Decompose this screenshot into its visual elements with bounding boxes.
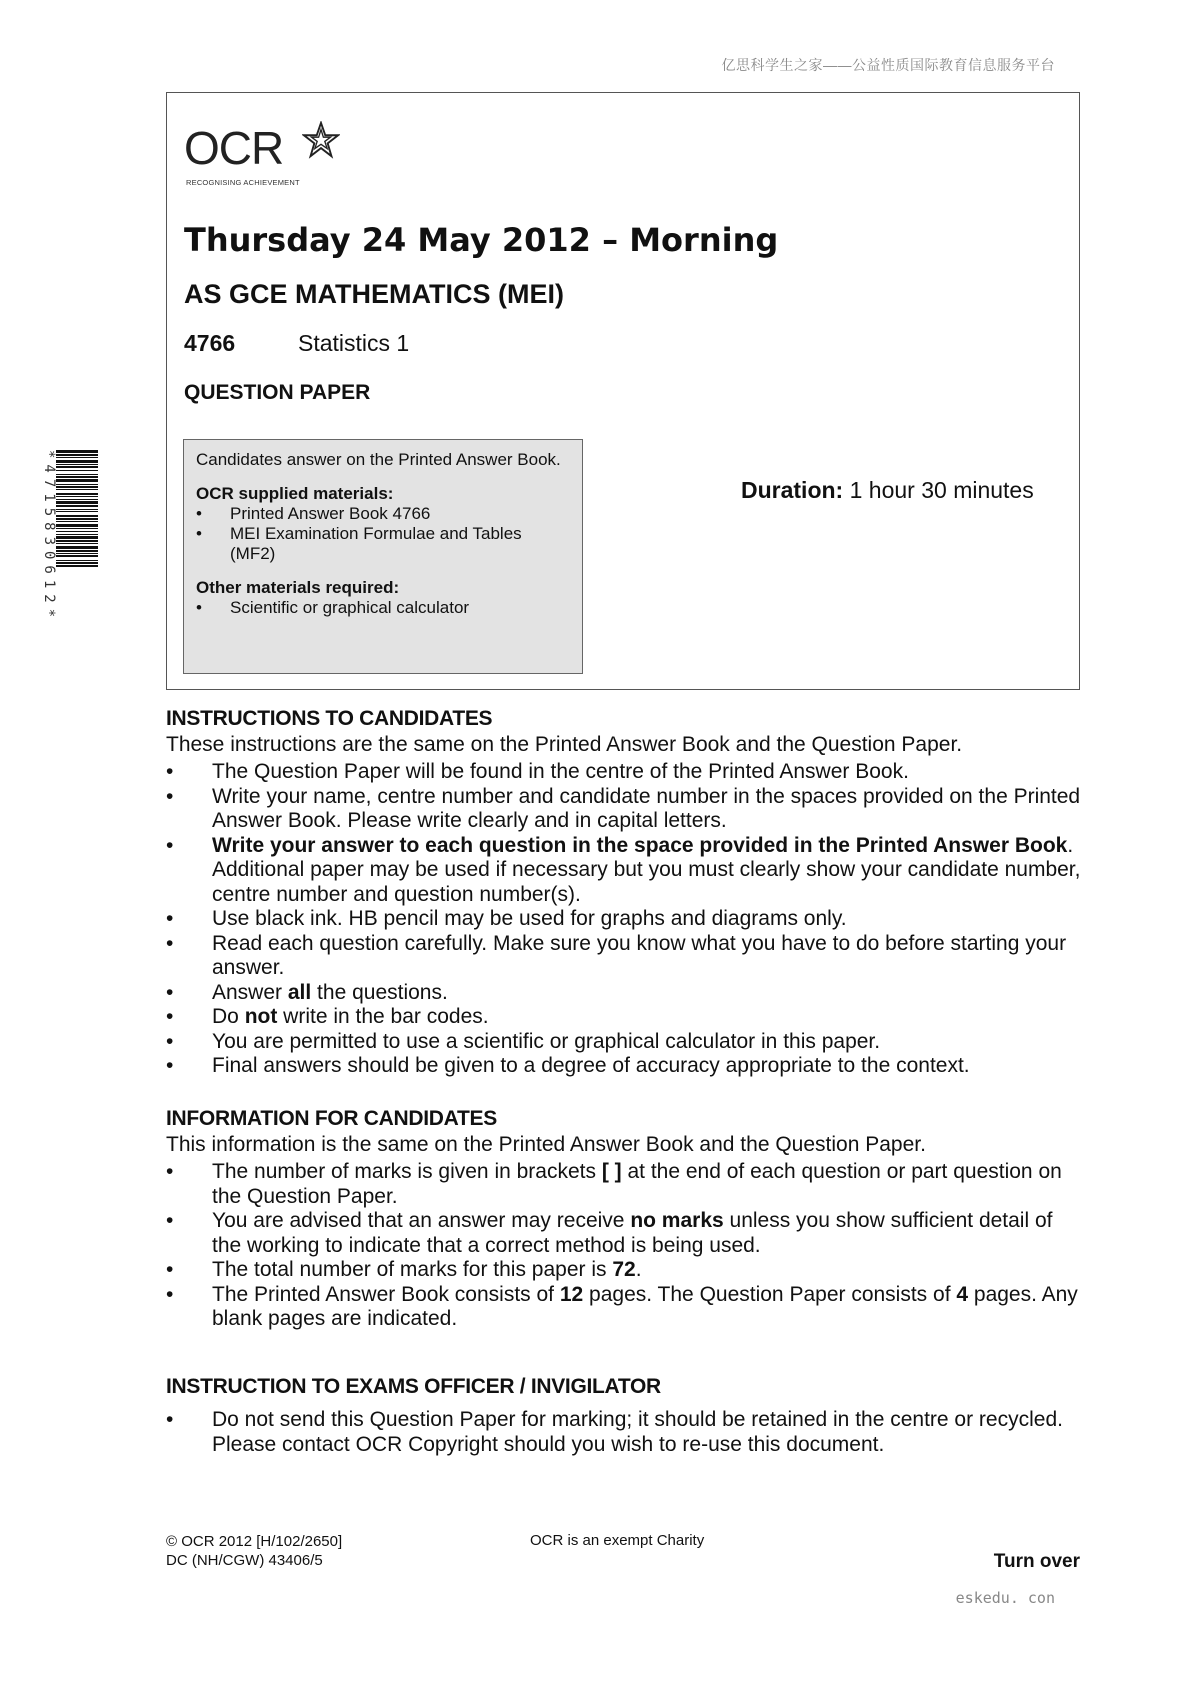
supplied-item: • MEI Examination Formulae and Tables (MF2) (196, 524, 522, 563)
information-intro: This information is the same on the Printed Answer Book and the Question Paper. (166, 1133, 926, 1156)
list-item (166, 1160, 1086, 1209)
other-heading: Other materials required: (196, 578, 400, 597)
bullet: • (166, 833, 174, 857)
materials-intro: Candidates answer on the Printed Answer Book. (196, 450, 561, 469)
paper-type: QUESTION PAPER (184, 381, 371, 404)
bullet: • (166, 1005, 174, 1028)
logo-tagline: RECOGNISING ACHIEVEMENT (186, 178, 300, 187)
list-item (166, 785, 1086, 834)
item-text: Read each question carefully. Make sure you know what you have to do before starting your answer. (212, 931, 1067, 979)
bullet: • (166, 784, 174, 808)
instructions-heading: INSTRUCTIONS TO CANDIDATES (166, 707, 493, 730)
supplied-item: • Printed Answer Book 4766 (196, 504, 431, 523)
duration (741, 477, 1034, 504)
list-item (166, 760, 1086, 785)
bullet: • (166, 931, 174, 955)
item-text: Write your answer to each question in the space provided in the Printed Answer Book. Additional paper may be used if necessary but you must clearly show your candidate number, centre number and question number(s). (212, 833, 1081, 906)
barcode-digits: *4715830612* (41, 450, 57, 624)
list-item (166, 932, 1086, 981)
list-item (166, 981, 1086, 1006)
information-list (166, 1160, 1086, 1332)
bullet: • (166, 1282, 174, 1306)
list-item (166, 1005, 1086, 1030)
item-text: You are permitted to use a scientific or graphical calculator in this paper. (212, 1029, 881, 1053)
bullet: • (166, 760, 174, 783)
charity-note: OCR is an exempt Charity (530, 1532, 705, 1549)
bullet: • (166, 980, 174, 1004)
list-item (166, 1209, 1086, 1258)
officer-heading: INSTRUCTION TO EXAMS OFFICER / INVIGILATOR (166, 1375, 661, 1398)
unit-title: Statistics 1 (298, 330, 410, 356)
information-heading: INFORMATION FOR CANDIDATES (166, 1107, 497, 1130)
duration-value: 1 hour 30 minutes (849, 477, 1034, 503)
list-item (166, 834, 1086, 908)
bullet: • (166, 907, 174, 930)
unit-row (184, 330, 409, 357)
copyright: © OCR 2012 [H/102/2650] (166, 1533, 343, 1550)
instructions-intro: These instructions are the same on the Printed Answer Book and the Question Paper. (166, 733, 963, 756)
list-item (166, 1258, 1086, 1283)
bullet: • (166, 1054, 174, 1077)
bullet: • (166, 1258, 174, 1281)
exam-date: Thursday 24 May 2012 – Morning (184, 221, 779, 259)
item-text: The Printed Answer Book consists of 12 pages. The Question Paper consists of 4 pages. Any blank pages are indicated. (212, 1282, 1078, 1330)
star-icon (302, 121, 340, 159)
list-item (166, 1030, 1086, 1055)
item-text: Use black ink. HB pencil may be used for graphs and diagrams only. (212, 907, 847, 930)
officer-list (166, 1408, 1086, 1457)
instructions-section (166, 706, 1086, 1079)
materials-box (183, 439, 583, 674)
item-text: Write your name, centre number and candidate number in the spaces provided on the Printed Answer Book. Please write clearly and in capital letters. (212, 784, 1081, 832)
logo-text: OCR (184, 122, 284, 174)
item-text: The number of marks is given in brackets [ ] at the end of each question or part question on the Question Paper. (212, 1160, 1062, 1208)
item-text: Final answers should be given to a degree of accuracy appropriate to the context. (212, 1054, 970, 1077)
unit-code: 4766 (184, 330, 236, 356)
cover-box (166, 92, 1080, 690)
item-text: Do not send this Question Paper for marking; it should be retained in the centre or recycled. Please contact OCR Copyright should you wish to re-use this document. (212, 1408, 1063, 1456)
information-section (166, 1106, 1086, 1332)
turn-over: Turn over (993, 1551, 1080, 1572)
subject-title: AS GCE MATHEMATICS (MEI) (184, 279, 564, 309)
item-text: Do not write in the bar codes. (212, 1005, 489, 1028)
instructions-list (166, 760, 1086, 1079)
item-text: You are advised that an answer may receive no marks unless you show sufficient detail of the working to indicate that a correct method is being used. (212, 1209, 1053, 1257)
list-item (166, 1283, 1086, 1332)
duration-label: Duration: (741, 477, 844, 503)
other-item: • Scientific or graphical calculator (196, 598, 470, 617)
list-item (166, 1408, 1086, 1457)
officer-section (166, 1374, 1086, 1457)
item-text: The total number of marks for this paper is 72. (212, 1258, 642, 1281)
bullet: • (166, 1209, 174, 1232)
watermark-top: 亿思科学生之家——公益性质国际教育信息服务平台 (721, 57, 1055, 73)
watermark-bottom: eskedu. con (955, 1589, 1055, 1607)
item-text: The Question Paper will be found in the centre of the Printed Answer Book. (212, 760, 909, 783)
bullet: • (166, 1160, 174, 1183)
document-ref: DC (NH/CGW) 43406/5 (166, 1552, 323, 1569)
list-item (166, 907, 1086, 932)
item-text: Answer all the questions. (212, 980, 448, 1004)
ocr-logo (184, 121, 344, 191)
bullet: • (166, 1029, 174, 1053)
list-item (166, 1054, 1086, 1079)
supplied-heading: OCR supplied materials: (196, 484, 394, 503)
bullet: • (166, 1408, 174, 1431)
